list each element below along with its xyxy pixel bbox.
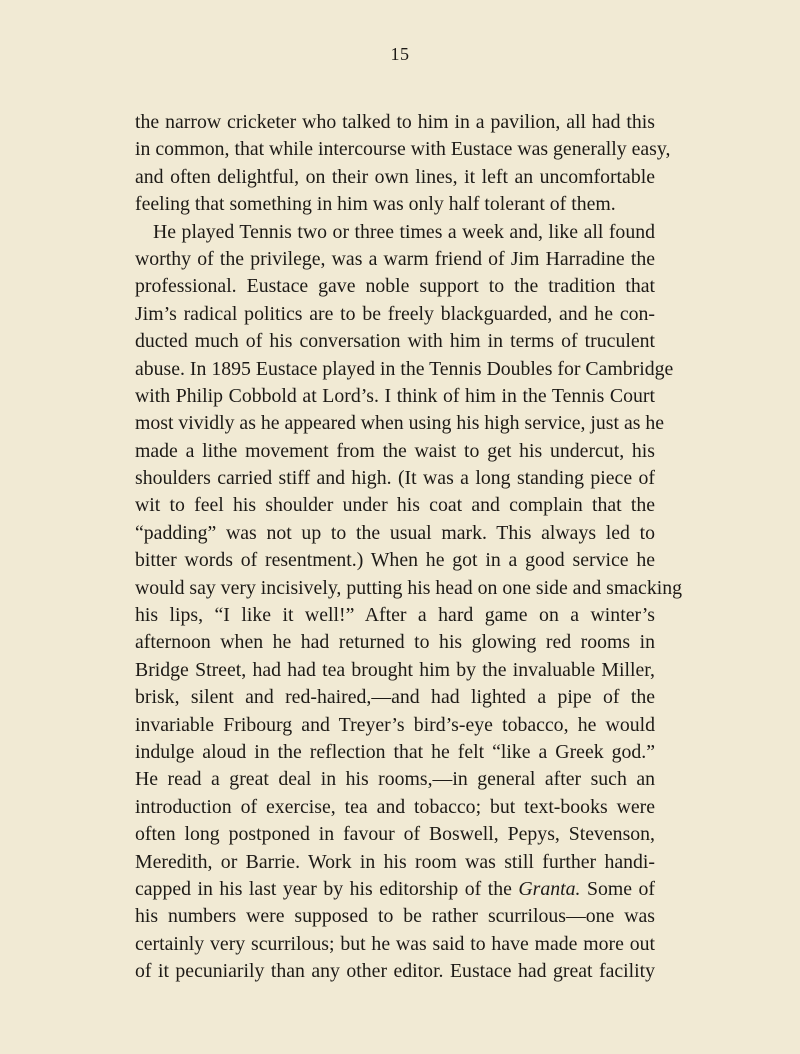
text-line: ducted much of his conversation with him in terms of truculent	[135, 330, 655, 353]
text-line: “padding” was not up to the usual mark. This always led to	[135, 521, 655, 544]
text-segment: Some of	[586, 877, 655, 900]
text-line: his numbers were supposed to be rather scurrilous—one was	[135, 905, 655, 928]
text-line: often long postponed in favour of Boswell, Pepys, Stevenson,	[135, 823, 655, 846]
text-line: Jim’s radical politics are to be freely blackguarded, and he con-	[135, 302, 655, 325]
text-line: worthy of the privilege, was a warm friend of Jim Harradine the	[135, 247, 655, 270]
text-line: afternoon when he had returned to his glowing red rooms in	[135, 631, 655, 654]
text-line: abuse. In 1895 Eustace played in the Tennis Doubles for Cambridge	[135, 357, 674, 380]
text-line: brisk, silent and red-haired,—and had lighted a pipe of the	[135, 686, 655, 709]
text-line: and often delightful, on their own lines, it left an uncomfortable	[135, 165, 655, 188]
text-line: made a lithe movement from the waist to get his undercut, his	[135, 439, 655, 462]
text-line: most vividly as he appeared when using his high service, just as he	[135, 412, 665, 435]
body-text	[135, 109, 682, 986]
text-line: invariable Fribourg and Treyer’s bird’s-eye tobacco, he would	[135, 713, 655, 736]
text-line: with Philip Cobbold at Lord’s. I think of him in the Tennis Court	[135, 384, 655, 407]
text-line: the narrow cricketer who talked to him in a pavilion, all had this	[135, 111, 655, 133]
text-line: shoulders carried stiff and high. (It was a long standing piece of	[135, 467, 655, 490]
text-line-with-italic	[135, 876, 655, 903]
text-line: of it pecuniarily than any other editor. Eustace had great facility	[135, 960, 655, 983]
text-line: would say very incisively, putting his head on one side and smacking	[135, 576, 682, 599]
text-line: Bridge Street, had had tea brought him by the invaluable Miller,	[135, 658, 655, 681]
text-line: professional. Eustace gave noble support to the tradition that	[135, 275, 655, 298]
page-number: 15	[390, 44, 410, 64]
text-line: feeling that something in him was only half tolerant of them.	[135, 193, 616, 216]
paragraph-start-line: He played Tennis two or three times a week and, like all found	[153, 220, 655, 243]
text-line: He read a great deal in his rooms,—in general after such an	[135, 768, 655, 791]
text-line: wit to feel his shoulder under his coat and complain that the	[135, 494, 655, 517]
text-line: introduction of exercise, tea and tobacco; but text-books were	[135, 795, 655, 818]
text-line: bitter words of resentment.) When he got in a good service he	[135, 549, 655, 572]
text-line: certainly very scurrilous; but he was said to have made more out	[135, 932, 655, 955]
text-line: indulge aloud in the reflection that he felt “like a Greek god.”	[135, 740, 655, 763]
text-line: in common, that while intercourse with Eustace was generally easy,	[135, 138, 671, 161]
text-line: Meredith, or Barrie. Work in his room was still further handi-	[135, 850, 655, 873]
text-line: his lips, “I like it well!” After a hard game on a winter’s	[135, 604, 655, 627]
text-segment: capped in his last year by his editorship of the	[135, 877, 512, 900]
italic-title-granta: Granta.	[518, 877, 581, 900]
